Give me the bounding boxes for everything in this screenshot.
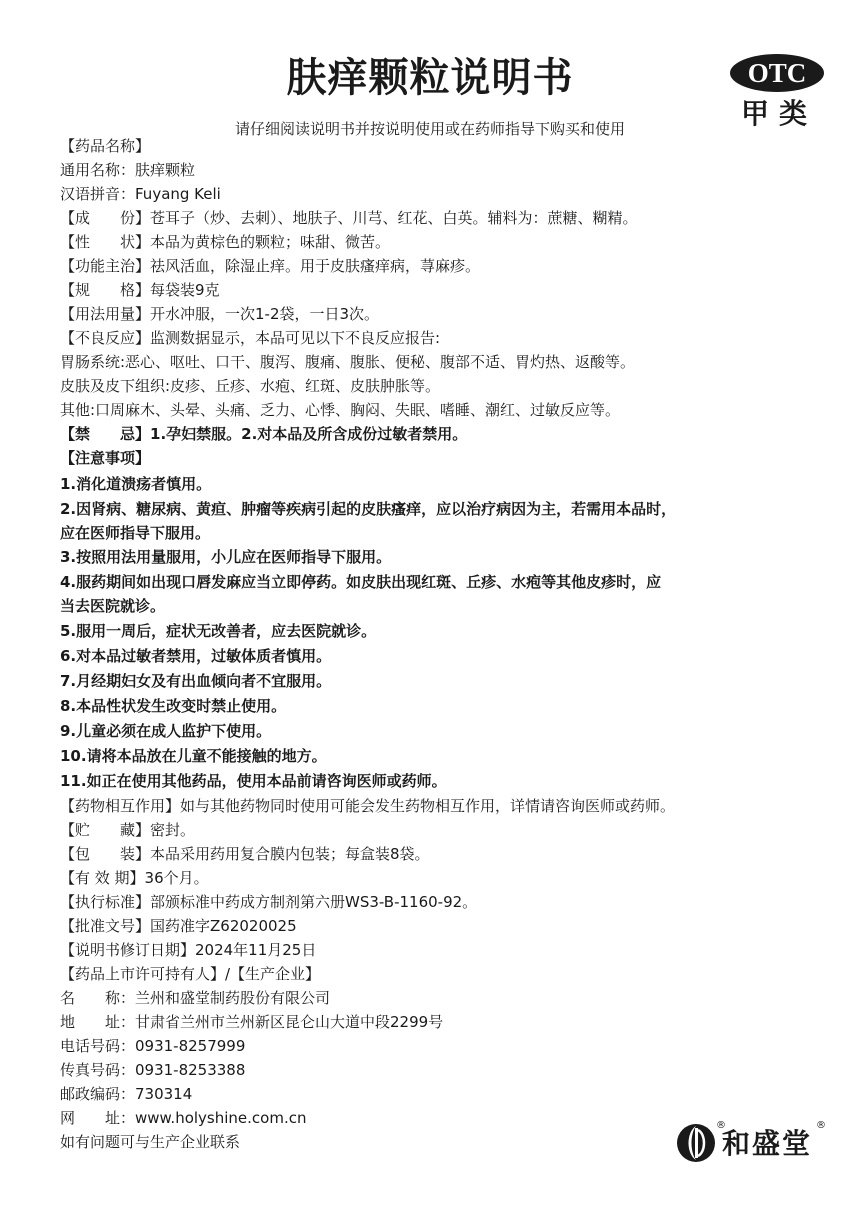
leaflet-line: 11.如正在使用其他药品，使用本品前请咨询医师或药师。 — [60, 772, 447, 790]
logo-text: 和盛堂 — [722, 1127, 813, 1160]
leaflet-line: 【禁 忌】1.孕妇禁服。2.对本品及所含成份过敏者禁用。 — [60, 425, 468, 443]
leaflet-line: 【批准文号】国药准字Z62020025 — [60, 917, 297, 935]
leaflet-line: 【说明书修订日期】2024年11月25日 — [60, 941, 317, 959]
reading-instruction: 请仔细阅读说明书并按说明使用或在药师指导下购买和使用 — [234, 120, 625, 138]
leaflet-line: 【不良反应】监测数据显示，本品可见以下不良反应报告: — [60, 329, 441, 347]
leaflet-line: 皮肤及皮下组织:皮疹、丘疹、水疱、红斑、皮肤肿胀等。 — [60, 377, 441, 395]
leaflet-line: 10.请将本品放在儿童不能接触的地方。 — [60, 747, 327, 765]
leaflet-line: 7.月经期妇女及有出血倾向者不宜服用。 — [60, 672, 332, 690]
leaflet-line: 胃肠系统:恶心、呕吐、口干、腹泻、腹痛、腹胀、便秘、腹部不适、胃灼热、返酸等。 — [60, 353, 636, 371]
leaflet-line: 【性 状】本品为黄棕色的颗粒；味甜、微苦。 — [60, 233, 391, 251]
leaflet-line: 电话号码：0931-8257999 — [60, 1037, 246, 1055]
leaflet-line: 1.消化道溃疡者慎用。 — [60, 475, 212, 493]
company-logo — [676, 1120, 826, 1168]
otc-class-label: 甲类 — [740, 97, 817, 130]
leaflet-line: 当去医院就诊。 — [60, 597, 166, 615]
logo-registered-mark: ® — [716, 1120, 726, 1131]
leaflet-line: 应在医师指导下服用。 — [60, 524, 211, 542]
leaflet-line: 4.服药期间如出现口唇发麻应当立即停药。如皮肤出现红斑、丘疹、水疱等其他皮疹时，应 — [60, 573, 662, 591]
leaflet-line: 9.儿童必须在成人监护下使用。 — [60, 722, 272, 740]
leaflet-line: 3.按照用法用量服用，小儿应在医师指导下服用。 — [60, 548, 392, 566]
leaflet-line: 邮政编码：730314 — [60, 1085, 193, 1103]
leaflet-line: 【药品上市许可持有人】/【生产企业】 — [60, 965, 321, 983]
leaflet-line: 传真号码：0931-8253388 — [60, 1061, 246, 1079]
leaflet-line: 如有问题可与生产企业联系 — [60, 1133, 241, 1151]
leaflet-line: 【用法用量】开水冲服，一次1-2袋，一日3次。 — [60, 305, 380, 323]
leaflet-line: 2.因肾病、糖尿病、黄疸、肿瘤等疾病引起的皮肤瘙痒，应以治疗病因为主，若需用本品时， — [60, 500, 677, 518]
leaflet-line: 【注意事项】 — [60, 449, 151, 467]
holyshine-logo-icon — [676, 1122, 716, 1164]
leaflet-line: 8.本品性状发生改变时禁止使用。 — [60, 697, 287, 715]
leaflet-line: 【包 装】本品采用药用复合膜内包装；每盒装8袋。 — [60, 845, 430, 863]
document-title: 肤痒颗粒说明书 — [286, 55, 574, 101]
leaflet-line: 【功能主治】祛风活血，除湿止痒。用于皮肤瘙痒病，荨麻疹。 — [60, 257, 481, 275]
leaflet-line: 【药品名称】 — [60, 137, 151, 155]
leaflet-line: 通用名称：肤痒颗粒 — [60, 161, 196, 179]
logo-text-registered-mark: ® — [816, 1120, 826, 1131]
leaflet-line: 名 称：兰州和盛堂制药股份有限公司 — [60, 989, 331, 1007]
leaflet-line: 5.服用一周后，症状无改善者，应去医院就诊。 — [60, 622, 377, 640]
leaflet-line: 【药物相互作用】如与其他药物同时使用可能会发生药物相互作用，详情请咨询医师或药师。 — [60, 797, 676, 815]
leaflet-line: 6.对本品过敏者禁用，过敏体质者慎用。 — [60, 647, 332, 665]
leaflet-line: 【贮 藏】密封。 — [60, 821, 196, 839]
leaflet-line: 【成 份】苍耳子（炒、去刺）、地肤子、川芎、红花、白英。辅料为：蔗糖、糊精。 — [60, 209, 638, 227]
leaflet-line: 其他:口周麻木、头晕、头痛、乏力、心悸、胸闷、失眠、嗜睡、潮红、过敏反应等。 — [60, 401, 621, 419]
leaflet-line: 【执行标准】部颁标准中药成方制剂第六册WS3-B-1160-92。 — [60, 893, 478, 911]
otc-badge: OTC — [730, 54, 824, 92]
leaflet-line: 网 址：www.holyshine.com.cn — [60, 1109, 307, 1127]
leaflet-line: 汉语拼音：Fuyang Keli — [60, 185, 221, 203]
leaflet-line: 【规 格】每袋装9克 — [60, 281, 220, 299]
leaflet-line: 地 址：甘肃省兰州市兰州新区昆仑山大道中段2299号 — [60, 1013, 444, 1031]
leaflet-line: 【有 效 期】36个月。 — [60, 869, 209, 887]
